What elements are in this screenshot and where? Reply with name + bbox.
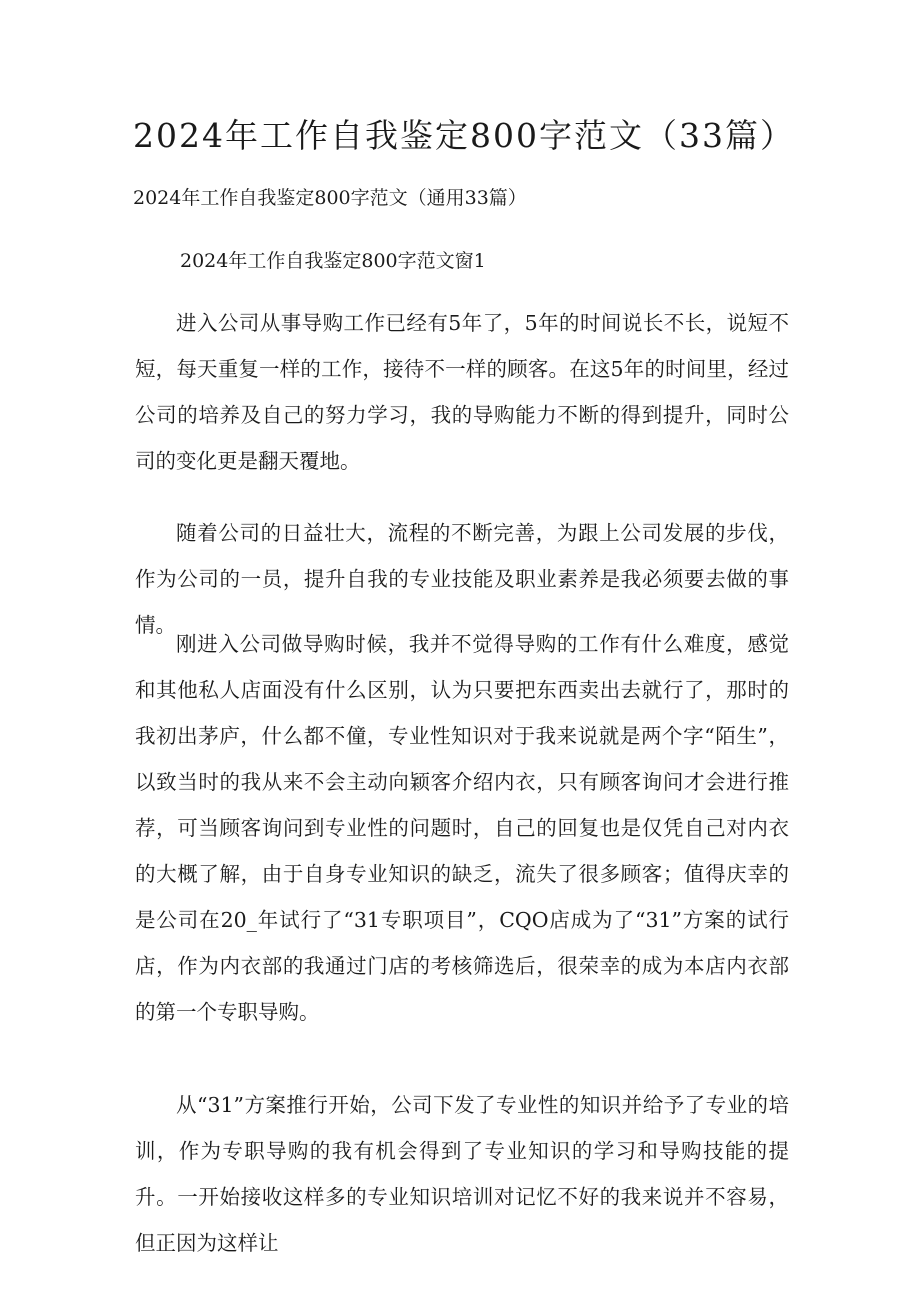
paragraph-3: 刚进入公司做导购时候，我并不觉得导购的工作有什么难度，感觉和其他私人店面没有什么区别，认为只要把东西卖出去就行了，那时的我初出茅庐，什么都不僮，专业性知识对于我来说就是两个字“陌生”，以致当时的我从来不会主动向颖客介绍内衣，只有顾客询问才会进行推荐，可当顾客询问到专业性的问题时，自己的回复也是仅凭自己对内衣的大概了解，由于自身专业知识的缺乏，流失了很多顾客；值得庆幸的是公司在20_年试行了“31专职项目”，CQO店成为了“31”方案的试行店，作为内衣部的我通过门店的考核筛选后，很荣幸的成为本店内衣部的第一个专职导购。	[135, 632, 789, 1024]
document-subtitle: 2024年工作自我鉴定800字范文（通用33篇）	[133, 187, 527, 209]
paragraph-2: 随着公司的日益壮大，流程的不断完善，为跟上公司发展的步伐，作为公司的一员，提升自我的专业技能及职业素养是我必须要去做的事情。	[135, 521, 789, 637]
section-heading: 2024年工作自我鉴定800字范文窗1	[180, 250, 486, 272]
paragraph-1: 进入公司从事导购工作已经有5年了，5年的时间说长不长，说短不短，每天重复一样的工作，接待不一样的顾客。在这5年的时间里，经过公司的培养及自己的努力学习，我的导购能力不断的得到提升，同时公司的变化更是翻天覆地。	[135, 311, 789, 473]
paragraph-4: 从“31”方案推行开始，公司下发了专业性的知识并给予了专业的培训，作为专职导购的我有机会得到了专业知识的学习和导购技能的提升。一开始接收这样多的专业知识培训对记忆不好的我来说并不容易，但正因为这样让	[135, 1093, 789, 1255]
document-title: 2024年工作自我鉴定800字范文（33篇）	[133, 116, 795, 155]
